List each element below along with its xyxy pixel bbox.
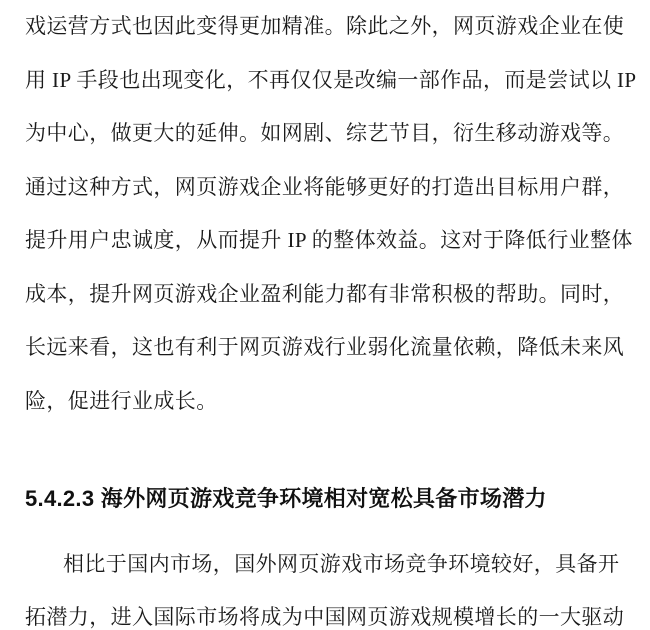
text-line: 为中心，做更大的延伸。如网剧、综艺节目，衍生移动游戏等。 — [25, 121, 625, 145]
text-line: 相比于国内市场，国外网页游戏市场竞争环境较好，具备开 — [63, 551, 620, 576]
text-line: 通过这种方式，网页游戏企业将能够更好的打造出目标用户群， — [25, 174, 625, 199]
body-paragraph-2 — [25, 538, 628, 630]
text-line: 拓潜力，进入国际市场将成为中国网页游戏规模增长的一大驱动 — [25, 605, 625, 629]
section-heading: 5.4.2.3 海外网页游戏竞争环境相对宽松具备市场潜力 — [25, 486, 547, 511]
text-line: 长远来看，这也有利于网页游戏行业弱化流量依赖，降低未来风 — [25, 335, 625, 359]
text-line: 用 IP 手段也出现变化，不再仅仅是改编一部作品，而是尝试以 IP — [25, 67, 637, 92]
text-line: 提升用户忠诚度，从而提升 IP 的整体效益。这对于降低行业整体 — [25, 228, 633, 252]
text-line: 戏运营方式也因此变得更加精准。除此之外，网页游戏企业在使 — [25, 14, 625, 38]
text-line: 险，促进行业成长。 — [25, 388, 218, 413]
body-paragraph-1 — [25, 0, 637, 428]
text-line: 成本，提升网页游戏企业盈利能力都有非常积极的帮助。同时， — [25, 281, 625, 306]
